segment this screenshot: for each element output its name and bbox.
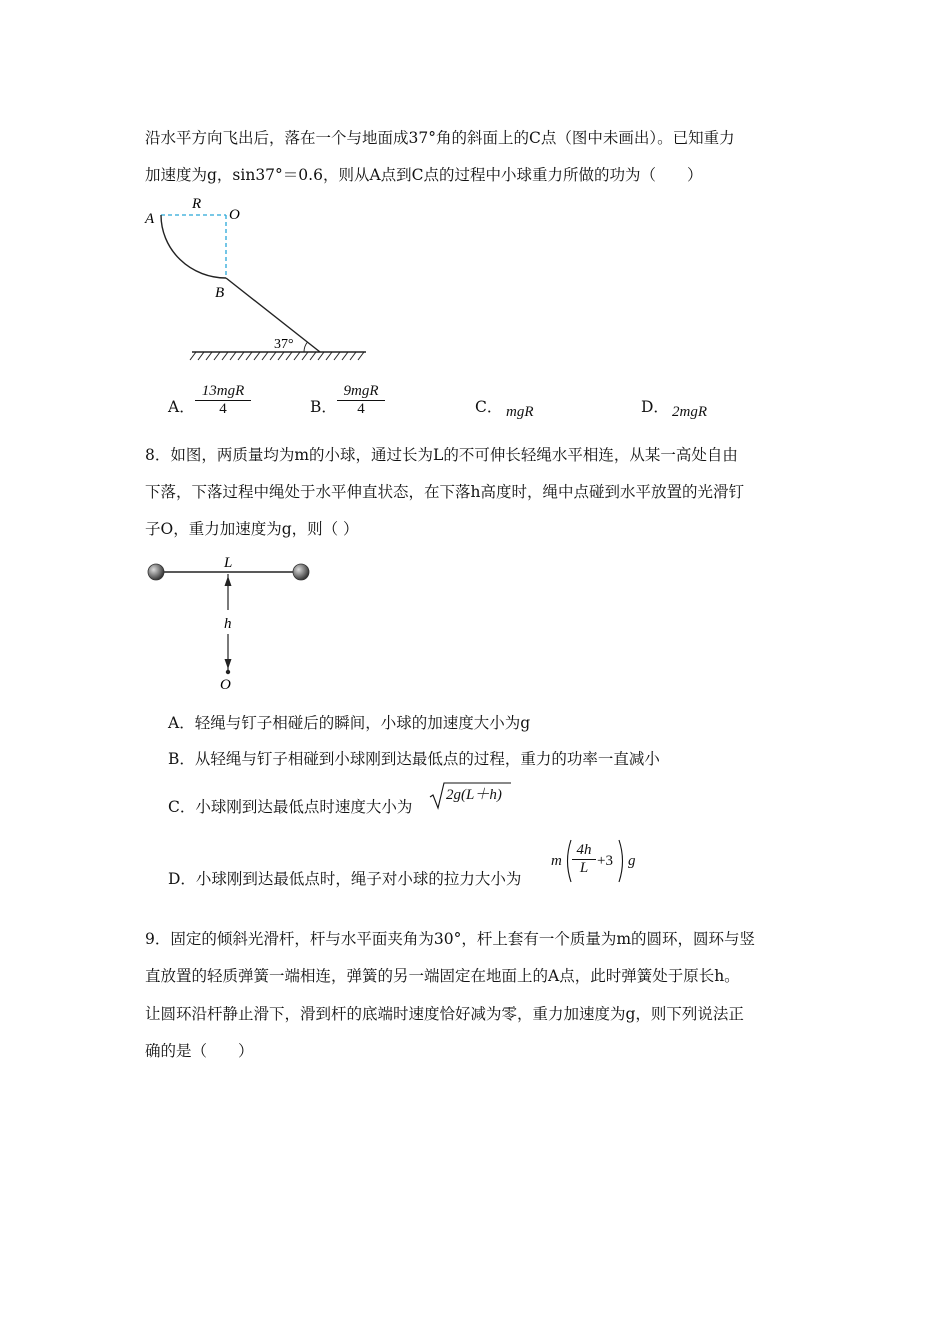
incline-line	[226, 278, 320, 352]
q8-option-C: C．小球刚到达最低点时速度大小为	[168, 798, 413, 816]
q9-text-line-1: 9．固定的倾斜光滑杆，杆与水平面夹角为30°，杆上套有一个质量为m的圆环，圆环与竖	[145, 930, 756, 948]
q7-option-B-numerator: 9mgR	[337, 383, 385, 401]
angle-arc	[304, 342, 308, 352]
q7-option-D-value: 2mgR	[672, 404, 707, 420]
q7-text-line-2: 加速度为g，sin37°＝0.6，则从A点到C点的过程中小球重力所做的功为（ ）	[145, 166, 703, 184]
q8-option-D-g: g	[628, 853, 636, 869]
q7-option-C-value: mgR	[506, 404, 534, 420]
q7-option-D-key: D．	[641, 398, 669, 416]
q8-option-D-m: m	[551, 853, 562, 869]
ground-hatching	[190, 352, 364, 360]
q7-text-line-1: 沿水平方向飞出后，落在一个与地面成37°角的斜面上的C点（图中未画出）。已知重力	[145, 129, 735, 147]
label-O: O	[229, 207, 240, 223]
label-R: R	[192, 196, 202, 212]
q7-option-A-fraction	[195, 383, 251, 418]
q8-option-B: B．从轻绳与钉子相碰到小球刚到达最低点的过程，重力的功率一直减小	[168, 750, 660, 768]
q7-option-A-denominator: 4	[219, 401, 227, 417]
label-B: B	[215, 285, 225, 301]
q8-option-D: D．小球刚到达最低点时，绳子对小球的拉力大小为	[168, 870, 522, 888]
q7-option-B-key: B．	[310, 398, 337, 416]
label-O: O	[220, 677, 231, 693]
label-angle: 37°	[274, 337, 294, 352]
q8-figure	[140, 552, 320, 692]
q8-option-C-formula: 2g(L＋h)	[446, 787, 502, 803]
q8-option-D-paren-right	[617, 839, 627, 883]
q8-text-line-3: 子O，重力加速度为g，则（ ）	[145, 520, 359, 538]
q8-option-D-numerator: 4h	[572, 842, 596, 860]
q7-option-C-key: C．	[475, 398, 503, 416]
q8-option-D-plus: +3	[597, 853, 613, 869]
q8-text-line-1: 8．如图，两质量均为m的小球，通过长为L的不可伸长轻绳水平相连，从某一高处自由	[145, 446, 738, 464]
label-A: A	[145, 211, 155, 227]
nail-dot	[226, 670, 230, 674]
q8-text-line-2: 下落，下落过程中绳处于水平伸直状态，在下落h高度时，绳中点碰到水平放置的光滑钉	[145, 483, 744, 501]
q9-text-line-3: 让圆环沿杆静止滑下，滑到杆的底端时速度恰好减为零，重力加速度为g，则下列说法正	[145, 1005, 744, 1023]
label-L: L	[224, 555, 233, 571]
left-ball	[148, 564, 164, 580]
q9-text-line-2: 直放置的轻质弹簧一端相连，弹簧的另一端固定在地面上的A点，此时弹簧处于原长h。	[145, 967, 740, 985]
up-arrow-head	[225, 576, 232, 586]
quarter-arc	[161, 215, 226, 278]
label-h: h	[224, 616, 232, 632]
q8-option-D-fraction	[572, 842, 596, 877]
q7-figure	[140, 195, 380, 365]
q7-option-A-key: A．	[168, 398, 195, 416]
q9-text-line-4: 确的是（ ）	[145, 1042, 254, 1060]
right-ball	[293, 564, 309, 580]
q7-option-B-denominator: 4	[357, 401, 365, 417]
q8-option-A: A．轻绳与钉子相碰后的瞬间，小球的加速度大小为g	[168, 714, 531, 732]
down-arrow-head	[225, 659, 232, 669]
q8-option-D-denominator: L	[579, 860, 589, 876]
q7-option-B-fraction	[337, 383, 385, 418]
q7-option-A-numerator: 13mgR	[195, 383, 251, 401]
